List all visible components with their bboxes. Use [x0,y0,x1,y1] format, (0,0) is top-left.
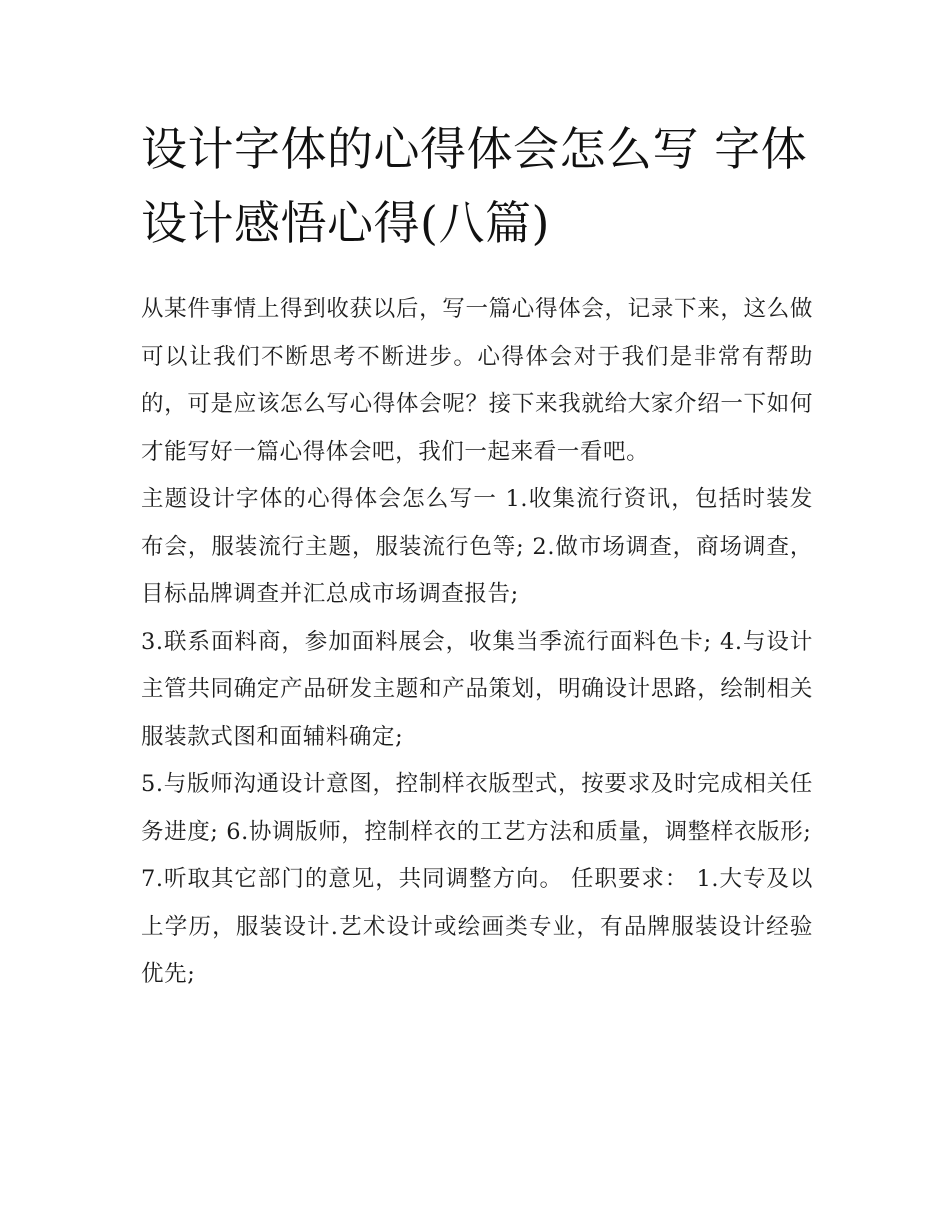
document-body [141,112,813,999]
body-paragraph: 主题设计字体的心得体会怎么写一 1.收集流行资讯，包括时装发布会，服装流行主题，服装流行色等; 2.做市场调查，商场调查，目标品牌调查并汇总成市场调查报告; [141,486,813,607]
intro-paragraph: 从某件事情上得到收获以后，写一篇心得体会，记录下来，这么做可以让我们不断思考不断进步。心得体会对于我们是非常有帮助的，可是应该怎么写心得体会呢？接下来我就给大家介绍一下如何才能写好一篇心得体会吧，我们一起来看一看吧。 [141,296,813,465]
body-paragraph: 3.联系面料商，参加面料展会，收集当季流行面料色卡; 4.与设计主管共同确定产品研发主题和产品策划，明确设计思路，绘制相关服装款式图和面辅料确定; [141,628,813,750]
body-paragraph: 7.听取其它部门的意见，共同调整方向。 任职要求： 1.大专及以上学历，服装设计.艺术设计或绘画类专业，有品牌服装设计经验优先; [141,866,813,987]
body-paragraph: 5.与版师沟通设计意图，控制样衣版型式，按要求及时完成相关任务进度; 6.协调版师，控制样衣的工艺方法和质量，调整样衣版形; [141,771,813,845]
document-title: 设计字体的心得体会怎么写 字体设计感悟心得(八篇) [141,122,808,250]
